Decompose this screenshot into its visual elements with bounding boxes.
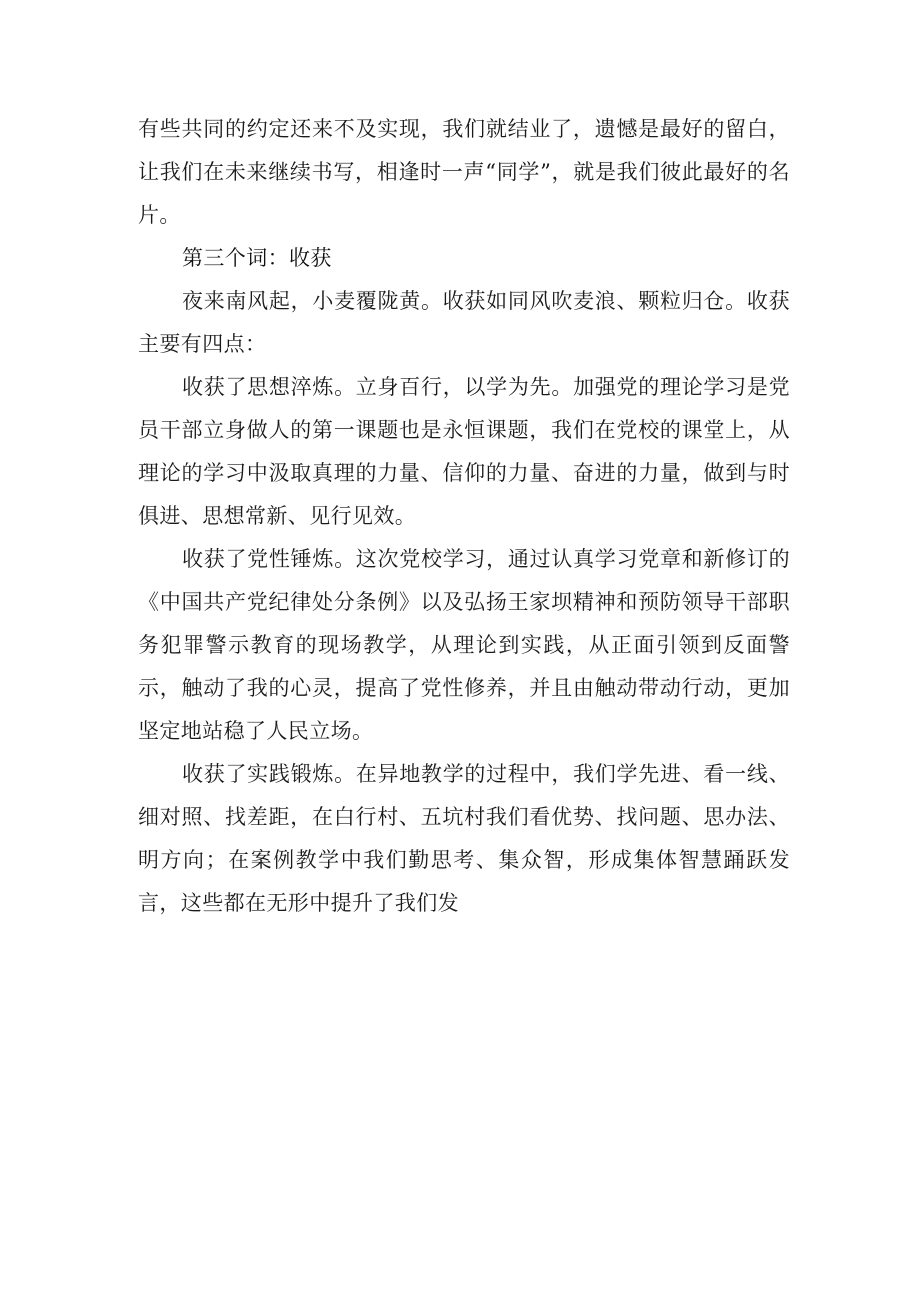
paragraph-harvest-intro: 夜来南风起，小麦覆陇黄。收获如同风吹麦浪、颗粒归仓。收获主要有四点：	[138, 289, 790, 356]
paragraph-party-spirit: 收获了党性锤炼。这次党校学习，通过认真学习党章和新修订的《中国共产党纪律处分条例》以及弘扬王家坝精神和预防领导干部职务犯罪警示教育的现场教学，从理论到实践，从正面引领到反面警示，触动了我的心灵，提高了党性修养，并且由触动带动行动，更加坚定地站稳了人民立场。	[138, 547, 790, 743]
document-body	[138, 108, 790, 925]
paragraph-practice: 收获了实践锻炼。在异地教学的过程中，我们学先进、看一线、细对照、找差距，在白行村、五坑村我们看优势、找问题、思办法、明方向；在案例教学中我们勤思考、集众智，形成集体智慧踊跃发言，这些都在无形中提升了我们发	[138, 762, 790, 915]
paragraph-regret: 有些共同的约定还来不及实现，我们就结业了，遗憾是最好的留白，让我们在未来继续书写，相逢时一声“同学”，就是我们彼此最好的名片。	[138, 117, 790, 227]
paragraph-thought-tempering: 收获了思想淬炼。立身百行，以学为先。加强党的理论学习是党员干部立身做人的第一课题也是永恒课题，我们在党校的课堂上，从理论的学习中汲取真理的力量、信仰的力量、奋进的力量，做到与时俱进、思想常新、见行见效。	[138, 375, 790, 528]
section-heading-harvest: 第三个词：收获	[182, 246, 332, 270]
